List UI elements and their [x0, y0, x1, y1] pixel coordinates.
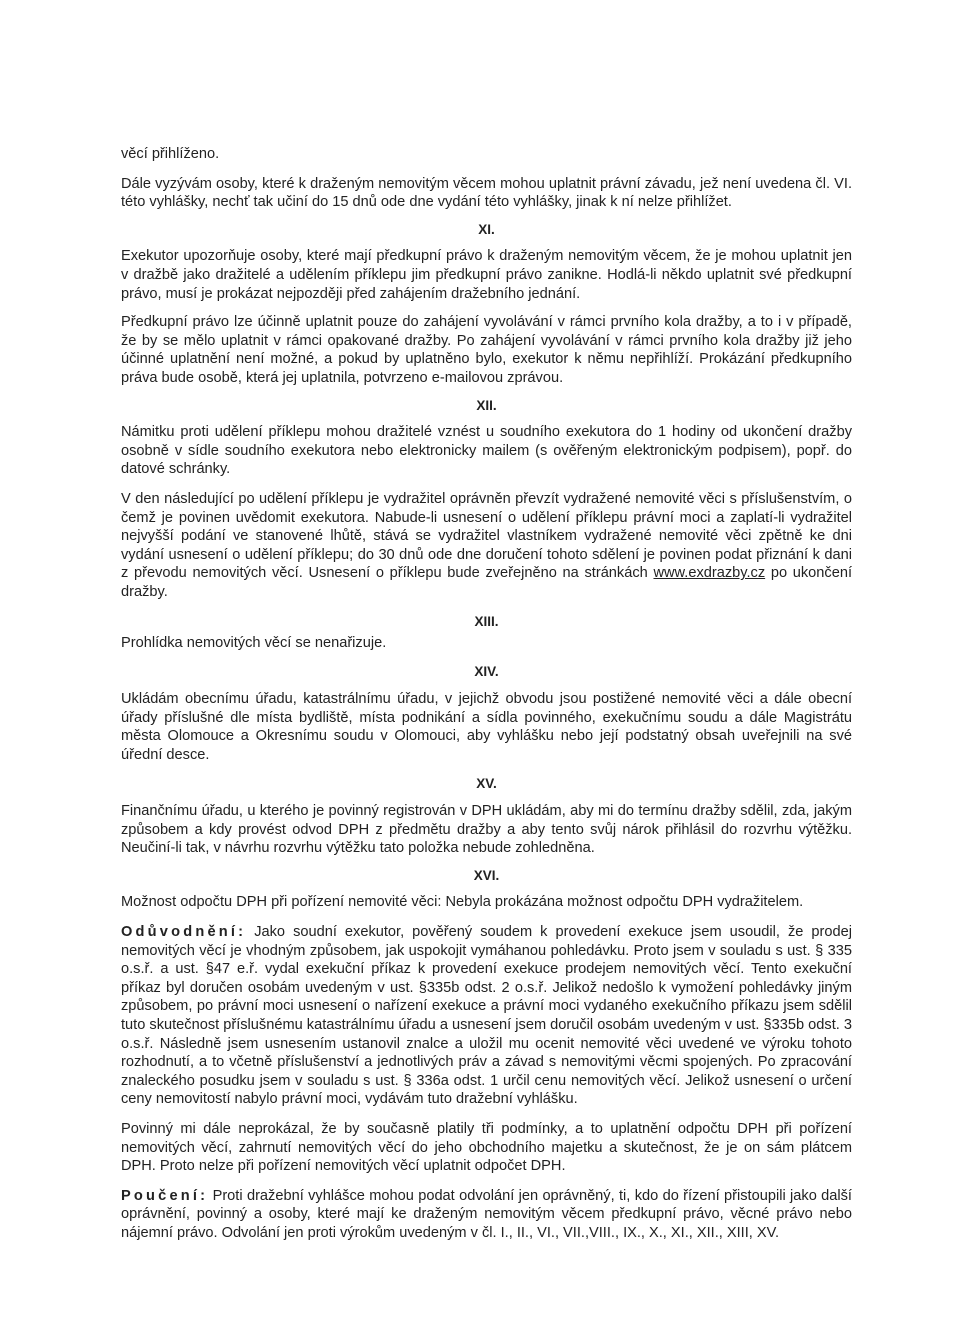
- paragraph-continuation: věcí přihlíženo.: [121, 146, 220, 162]
- paragraph-preemption-right: Exekutor upozorňuje osoby, které mají předkupní právo k draženým nemovitým věcem, že je mohou uplatnit jen v dražbě jako dražitelé a udělením příklepu jim předkupní právo zanikne. Hodlá-li někdo uplatnit své předkupní právo, musí je prokázat nejpozději před zahájením dražebního jednání.: [121, 248, 852, 302]
- section-heading-xvi: XVI.: [473, 867, 500, 883]
- section-xiii-row: [121, 613, 852, 653]
- paragraph-takeover-text: V den následující po udělení příklepu je vydražitel oprávněn převzít vydražené nemovité věci s příslušenstvím, o čemž je povinen uvědomit exekutora. Nabude-li usnesení o udělení příklepu právní moci a zaplatí-li vydražitel nejvyšší podání ve stanovené lhůtě, stává se vydražitel vlastníkem vydražené nemovité věci zpětně ke dni vydání usnesení o udělení příklepu; do 30 dnů ode dne doručení tohoto sdělení je povinen podat přiznání k dani z převodu nemovitých věcí. Usnesení o příklepu bude zveřejněno na stránkách: [121, 490, 852, 582]
- justification-label: Odůvodnění:: [121, 924, 247, 940]
- paragraph-tax-office: Finančnímu úřadu, u kterého je povinný registrován v DPH ukládám, aby mi do termínu dražby sdělil, zda, jakým způsobem a kdy provést odvod DPH z předmětu dražby a aby tento svůj nárok přihlásil do rozvrhu výtěžku. Neučiní-li tak, v návrhu rozvrhu výtěžku tato položka nebude zohledněna.: [121, 803, 852, 857]
- instruction-text: Proti dražební vyhlášce mohou podat odvolání jen oprávněný, ti, kdo do řízení přistoupili jako další oprávnění, povinný a osoby, které mají ke draženým nemovitým věcem předkupní právo, věcné právo nebo nájemní právo. Odvolání jen proti výrokům uvedeným v čl. I., II., VI., VII.,VIII., IX., X., XI., XII., XIII, XV.: [121, 1187, 852, 1241]
- justification-text: Jako soudní exekutor, pověřený soudem k provedení exekuce jsem usoudil, že prodej nemovitých věcí je vhodným způsobem, jak uspokojit vymáhanou pohledávku. Proto jsem v souladu s ust. § 335 o.s.ř. a ust. §47 e.ř. vydal exekuční příkaz k provedení exekuce prodejem nemovitých věcí. Tento exekuční příkaz byl doručen osobám uvedeným v ust. §335b odst. 2 o.s.ř. Jelikož nedošlo k vymožení pohledávky jiným způsobem, po právní moci usnesení o nařízení exekuce a právní moci vydaného exekučního příkazu jsem sdělil tuto skutečnost příslušnému katastrálnímu úřadu a usnesení jsem doručil osobám uvedeným v ust. §335b odst. 3 o.s.ř. Následně jsem usnesením ustanovil znalce a uložil mu ocenit nemovité věci uvedené ve výroku tohoto rozhodnutí, a to včetně příslušenství a jednotlivých práv a závad s nemovitými věcmi spojených. Po zpracování znaleckého posudku jsem v souladu s ust. § 336a odst. 1 určil cenu nemovitých věcí. Jelikož usnesení o určení ceny nemovitostí nabylo právní moci, vydávám tuto dražební vyhlášku.: [121, 924, 852, 1108]
- paragraph-preemption-timing: Předkupní právo lze účinně uplatnit pouze do zahájení vyvolávání v rámci prvního kola dražby, a to i v případě, že by se mělo uplatnit v rámci opakované dražby. Po zahájení vyvolávání v rámci prvního kola dražby již jeho účinné uplatnění není možné, a pokud by uplatněno bylo, exekutor k němu nepřihlíží. Prokázání předkupního práva bude osobě, která jej uplatnila, potvrzeno e-mailovou zprávou.: [121, 314, 852, 386]
- paragraph-inspection: Prohlídka nemovitých věcí se nenařizuje.: [121, 635, 387, 652]
- paragraph-vat-deduction: Možnost odpočtu DPH při pořízení nemovité věci: Nebyla prokázána možnost odpočtu DPH vydražitelem.: [121, 894, 804, 911]
- section-heading-xiii: XIII.: [474, 614, 499, 630]
- paragraph-publication-order: Ukládám obecnímu úřadu, katastrálnímu úřadu, v jejichž obvodu jsou postižené nemovité věci a dále obecní úřady příslušné dle místa bydliště, místa podnikání a sídla povinného, exekučnímu soudu a dále Magistrátu města Olomouce a Okresnímu soudu v Olomouci, aby vyhlášku nebo její podstatný obsah uveřejnili na své úřední desce.: [121, 691, 852, 763]
- paragraph-justification: [121, 923, 852, 1109]
- paragraph-takeover-tail: po ukončení dražby.: [121, 565, 852, 600]
- exdrazby-link[interactable]: www.exdrazby.cz: [653, 565, 766, 582]
- section-heading-xiv: XIV.: [474, 664, 499, 680]
- section-heading-xi: XI.: [478, 221, 495, 237]
- paragraph-objection: Námitku proti udělení příklepu mohou dražitelé vznést u soudního exekutora do 1 hodiny od ukončení dražby osobně v sídle soudního exekutora nebo elektronicky mailem (s ověřeným elektronickým podpisem), popř. do datové schránky.: [121, 424, 852, 478]
- paragraph-legal-defects: Dále vyzývám osoby, které k draženým nemovitým věcem mohou uplatnit právní závadu, jež není uvedena čl. VI. této vyhlášky, nechť tak učiní do 15 dnů ode dne vydání této vyhlášky, jinak k ní nelze přihlížet.: [121, 175, 852, 211]
- section-heading-xv: XV.: [476, 776, 497, 792]
- instruction-label: Poučení:: [121, 1187, 209, 1204]
- section-heading-xii: XII.: [476, 397, 497, 413]
- paragraph-vat-conditions: Povinný mi dále neprokázal, že by současně platily tři podmínky, a to uplatnění odpočtu DPH při pořízení nemovitých věcí, zahrnutí nemovitých věcí do jeho obchodního majetku a skutečnost, že je on sám plátcem DPH. Proto nelze při pořízení nemovitých věcí uplatnit odpočet DPH.: [121, 1120, 852, 1175]
- paragraph-instruction: [121, 1187, 852, 1243]
- paragraph-takeover: [121, 490, 852, 602]
